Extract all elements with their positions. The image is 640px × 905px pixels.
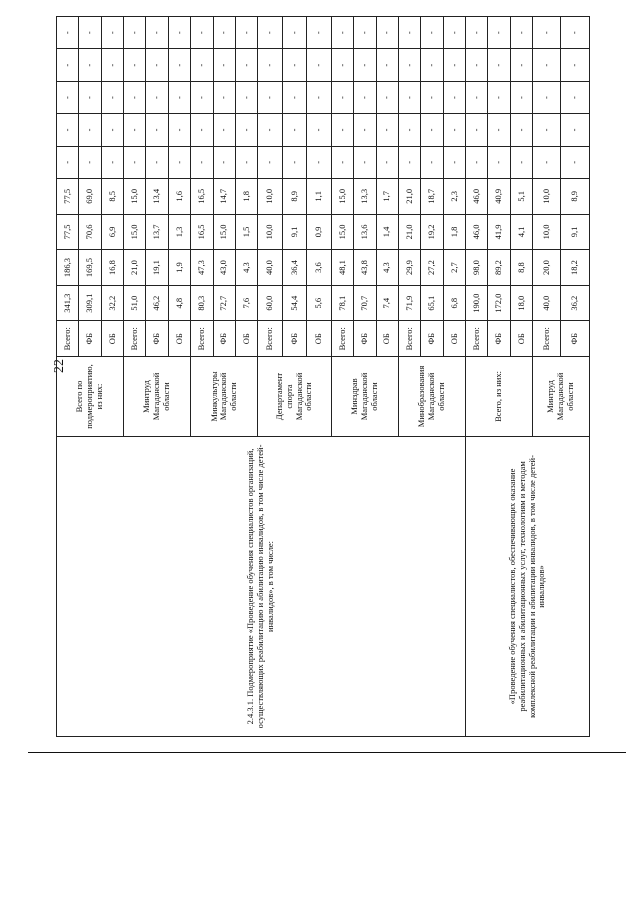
dash-cell: - <box>533 17 561 50</box>
dash-cell: - <box>443 81 465 113</box>
value-cell: 36,4 <box>282 250 307 286</box>
dash-cell: - <box>213 81 235 113</box>
funding-type-cell: ФБ <box>282 321 307 357</box>
dash-cell: - <box>57 17 79 50</box>
value-cell: 19,1 <box>146 250 168 286</box>
value-cell: 1,8 <box>235 179 257 215</box>
dash-cell: - <box>146 49 168 81</box>
value-cell: 27,2 <box>421 250 443 286</box>
value-cell: 186,3 <box>57 250 79 286</box>
value-cell: 72,7 <box>213 285 235 321</box>
value-cell: 77,5 <box>57 179 79 215</box>
dash-cell: - <box>191 49 213 81</box>
funding-type-cell: Всего: <box>398 321 420 357</box>
financing-table <box>56 16 590 737</box>
funding-type-cell: Всего: <box>191 321 213 357</box>
dash-cell: - <box>79 49 101 81</box>
value-cell: 8,8 <box>510 250 532 286</box>
dash-cell: - <box>101 146 123 178</box>
dash-cell: - <box>354 17 376 50</box>
dash-cell: - <box>79 146 101 178</box>
dash-cell: - <box>354 146 376 178</box>
funding-type-cell: Всего: <box>533 321 561 357</box>
dash-cell: - <box>146 17 168 50</box>
executor-cell: Минздрав Магаданской области <box>331 357 398 437</box>
dash-cell: - <box>354 81 376 113</box>
dash-cell: - <box>282 114 307 146</box>
value-cell: 8,9 <box>282 179 307 215</box>
value-cell: 89,2 <box>488 250 510 286</box>
value-cell: 8,9 <box>561 179 590 215</box>
funding-type-cell: ФБ <box>146 321 168 357</box>
dash-cell: - <box>354 114 376 146</box>
value-cell: 40,9 <box>488 179 510 215</box>
value-cell: 1,8 <box>443 214 465 250</box>
bottom-rule <box>28 752 626 753</box>
value-cell: 20,0 <box>533 250 561 286</box>
value-cell: 15,0 <box>213 214 235 250</box>
executor-cell: Минтруд Магаданской области <box>124 357 191 437</box>
value-cell: 77,5 <box>57 214 79 250</box>
value-cell: 3,6 <box>307 250 332 286</box>
funding-type-cell: ОБ <box>168 321 190 357</box>
dash-cell: - <box>331 81 353 113</box>
dash-cell: - <box>398 114 420 146</box>
value-cell: 15,0 <box>124 179 146 215</box>
funding-type-cell: ФБ <box>213 321 235 357</box>
dash-cell: - <box>533 81 561 113</box>
value-cell: 7,4 <box>376 285 398 321</box>
value-cell: 1,7 <box>376 179 398 215</box>
funding-type-cell: ОБ <box>376 321 398 357</box>
value-cell: 71,9 <box>398 285 420 321</box>
value-cell: 40,0 <box>533 285 561 321</box>
value-cell: 21,0 <box>398 214 420 250</box>
dash-cell: - <box>168 81 190 113</box>
value-cell: 60,0 <box>258 285 283 321</box>
funding-type-cell: Всего: <box>466 321 488 357</box>
executor-cell: Всего, из них: <box>466 357 533 437</box>
value-cell: 80,3 <box>191 285 213 321</box>
dash-cell: - <box>466 49 488 81</box>
dash-cell: - <box>258 49 283 81</box>
value-cell: 15,0 <box>124 214 146 250</box>
dash-cell: - <box>398 81 420 113</box>
value-cell: 1,5 <box>235 214 257 250</box>
funding-type-cell: ОБ <box>510 321 532 357</box>
dash-cell: - <box>331 146 353 178</box>
value-cell: 70,6 <box>79 214 101 250</box>
value-cell: 341,3 <box>57 285 79 321</box>
dash-cell: - <box>510 146 532 178</box>
dash-cell: - <box>282 146 307 178</box>
value-cell: 1,4 <box>376 214 398 250</box>
dash-cell: - <box>466 17 488 50</box>
dash-cell: - <box>443 49 465 81</box>
table-row <box>57 17 79 737</box>
value-cell: 4,3 <box>376 250 398 286</box>
funding-type-cell: ФБ <box>421 321 443 357</box>
dash-cell: - <box>124 146 146 178</box>
value-cell: 47,3 <box>191 250 213 286</box>
value-cell: 16,5 <box>191 214 213 250</box>
dash-cell: - <box>79 17 101 50</box>
value-cell: 21,0 <box>124 250 146 286</box>
dash-cell: - <box>510 81 532 113</box>
funding-type-cell: ОБ <box>235 321 257 357</box>
value-cell: 9,1 <box>282 214 307 250</box>
value-cell: 14,7 <box>213 179 235 215</box>
table-row <box>466 17 488 737</box>
funding-type-cell: ФБ <box>79 321 101 357</box>
value-cell: 29,9 <box>398 250 420 286</box>
funding-type-cell: ФБ <box>561 321 590 357</box>
value-cell: 21,0 <box>398 179 420 215</box>
dash-cell: - <box>168 17 190 50</box>
value-cell: 16,5 <box>191 179 213 215</box>
value-cell: 13,4 <box>146 179 168 215</box>
measure-cell: 2.4.3.1. Подмероприятие «Проведение обучения специалистов организаций, осуществляющих реабилитацию и абилитацию инвалидов, в том числе детей-инвалидов», в том числе: <box>57 436 466 736</box>
value-cell: 5,1 <box>510 179 532 215</box>
value-cell: 43,0 <box>213 250 235 286</box>
dash-cell: - <box>258 81 283 113</box>
dash-cell: - <box>79 114 101 146</box>
executor-cell: Департамент спорта Магаданской области <box>258 357 332 437</box>
value-cell: 18,2 <box>561 250 590 286</box>
value-cell: 1,1 <box>307 179 332 215</box>
dash-cell: - <box>258 146 283 178</box>
dash-cell: - <box>443 17 465 50</box>
value-cell: 10,0 <box>258 179 283 215</box>
dash-cell: - <box>488 114 510 146</box>
dash-cell: - <box>258 17 283 50</box>
dash-cell: - <box>79 81 101 113</box>
value-cell: 18,0 <box>510 285 532 321</box>
executor-cell: Минкультуры Магаданской области <box>191 357 258 437</box>
value-cell: 10,0 <box>258 214 283 250</box>
funding-type-cell: Всего: <box>331 321 353 357</box>
dash-cell: - <box>488 146 510 178</box>
dash-cell: - <box>124 49 146 81</box>
value-cell: 32,2 <box>101 285 123 321</box>
value-cell: 46,2 <box>146 285 168 321</box>
dash-cell: - <box>421 81 443 113</box>
dash-cell: - <box>191 17 213 50</box>
dash-cell: - <box>561 17 590 50</box>
dash-cell: - <box>191 114 213 146</box>
value-cell: 10,0 <box>533 214 561 250</box>
funding-type-cell: ОБ <box>101 321 123 357</box>
value-cell: 309,1 <box>79 285 101 321</box>
value-cell: 19,2 <box>421 214 443 250</box>
dash-cell: - <box>57 49 79 81</box>
value-cell: 70,7 <box>354 285 376 321</box>
dash-cell: - <box>398 146 420 178</box>
value-cell: 6,8 <box>443 285 465 321</box>
dash-cell: - <box>235 49 257 81</box>
executor-cell: Минтруд Магаданской области <box>533 357 590 437</box>
dash-cell: - <box>191 81 213 113</box>
value-cell: 13,6 <box>354 214 376 250</box>
dash-cell: - <box>376 17 398 50</box>
dash-cell: - <box>421 49 443 81</box>
dash-cell: - <box>421 114 443 146</box>
value-cell: 54,4 <box>282 285 307 321</box>
rotated-table-container <box>56 16 590 737</box>
dash-cell: - <box>101 81 123 113</box>
dash-cell: - <box>510 17 532 50</box>
dash-cell: - <box>561 49 590 81</box>
value-cell: 15,0 <box>331 214 353 250</box>
value-cell: 2,7 <box>443 250 465 286</box>
dash-cell: - <box>235 146 257 178</box>
dash-cell: - <box>331 17 353 50</box>
dash-cell: - <box>307 81 332 113</box>
dash-cell: - <box>376 114 398 146</box>
value-cell: 36,2 <box>561 285 590 321</box>
value-cell: 1,9 <box>168 250 190 286</box>
dash-cell: - <box>533 146 561 178</box>
dash-cell: - <box>101 49 123 81</box>
value-cell: 0,9 <box>307 214 332 250</box>
dash-cell: - <box>168 49 190 81</box>
dash-cell: - <box>443 146 465 178</box>
value-cell: 2,3 <box>443 179 465 215</box>
value-cell: 13,7 <box>146 214 168 250</box>
dash-cell: - <box>168 114 190 146</box>
dash-cell: - <box>213 17 235 50</box>
funding-type-cell: ФБ <box>354 321 376 357</box>
dash-cell: - <box>191 146 213 178</box>
dash-cell: - <box>282 17 307 50</box>
value-cell: 98,0 <box>466 250 488 286</box>
dash-cell: - <box>466 81 488 113</box>
dash-cell: - <box>146 81 168 113</box>
dash-cell: - <box>101 114 123 146</box>
value-cell: 4,8 <box>168 285 190 321</box>
dash-cell: - <box>282 81 307 113</box>
value-cell: 7,6 <box>235 285 257 321</box>
funding-type-cell: Всего: <box>258 321 283 357</box>
dash-cell: - <box>398 17 420 50</box>
dash-cell: - <box>488 49 510 81</box>
value-cell: 48,1 <box>331 250 353 286</box>
dash-cell: - <box>533 114 561 146</box>
dash-cell: - <box>561 146 590 178</box>
value-cell: 78,1 <box>331 285 353 321</box>
value-cell: 5,6 <box>307 285 332 321</box>
dash-cell: - <box>510 49 532 81</box>
dash-cell: - <box>168 146 190 178</box>
funding-type-cell: ФБ <box>488 321 510 357</box>
funding-type-cell: ОБ <box>443 321 465 357</box>
dash-cell: - <box>510 114 532 146</box>
dash-cell: - <box>307 17 332 50</box>
dash-cell: - <box>561 114 590 146</box>
dash-cell: - <box>213 49 235 81</box>
executor-cell: Всего по подмероприятию, из них: <box>57 357 124 437</box>
value-cell: 10,0 <box>533 179 561 215</box>
dash-cell: - <box>146 114 168 146</box>
dash-cell: - <box>331 49 353 81</box>
dash-cell: - <box>354 49 376 81</box>
dash-cell: - <box>57 114 79 146</box>
value-cell: 18,7 <box>421 179 443 215</box>
dash-cell: - <box>398 49 420 81</box>
value-cell: 172,0 <box>488 285 510 321</box>
dash-cell: - <box>124 114 146 146</box>
dash-cell: - <box>376 49 398 81</box>
dash-cell: - <box>124 17 146 50</box>
value-cell: 46,0 <box>466 179 488 215</box>
value-cell: 1,6 <box>168 179 190 215</box>
value-cell: 51,0 <box>124 285 146 321</box>
dash-cell: - <box>124 81 146 113</box>
value-cell: 16,8 <box>101 250 123 286</box>
value-cell: 46,0 <box>466 214 488 250</box>
dash-cell: - <box>213 146 235 178</box>
value-cell: 8,5 <box>101 179 123 215</box>
dash-cell: - <box>282 49 307 81</box>
dash-cell: - <box>421 17 443 50</box>
dash-cell: - <box>258 114 283 146</box>
value-cell: 69,0 <box>79 179 101 215</box>
dash-cell: - <box>213 114 235 146</box>
dash-cell: - <box>561 81 590 113</box>
dash-cell: - <box>57 146 79 178</box>
dash-cell: - <box>235 81 257 113</box>
value-cell: 6,9 <box>101 214 123 250</box>
dash-cell: - <box>488 81 510 113</box>
funding-type-cell: Всего: <box>124 321 146 357</box>
dash-cell: - <box>235 17 257 50</box>
funding-type-cell: ОБ <box>307 321 332 357</box>
value-cell: 13,3 <box>354 179 376 215</box>
value-cell: 43,8 <box>354 250 376 286</box>
dash-cell: - <box>466 146 488 178</box>
dash-cell: - <box>443 114 465 146</box>
dash-cell: - <box>488 17 510 50</box>
dash-cell: - <box>466 114 488 146</box>
measure-cell: «Проведение обучения специалистов, обеспечивающих оказание реабилитационных и абилитационных услуг, технологиям и методам комплексной реабилитации и абилитации инвалидов, в том числе детей-инвалидов» <box>466 436 590 736</box>
value-cell: 4,3 <box>235 250 257 286</box>
dash-cell: - <box>57 81 79 113</box>
dash-cell: - <box>421 146 443 178</box>
value-cell: 40,0 <box>258 250 283 286</box>
dash-cell: - <box>307 146 332 178</box>
dash-cell: - <box>376 81 398 113</box>
value-cell: 190,0 <box>466 285 488 321</box>
dash-cell: - <box>146 146 168 178</box>
value-cell: 15,0 <box>331 179 353 215</box>
value-cell: 65,1 <box>421 285 443 321</box>
value-cell: 9,1 <box>561 214 590 250</box>
dash-cell: - <box>307 49 332 81</box>
executor-cell: Минобразования Магаданской области <box>398 357 465 437</box>
value-cell: 41,9 <box>488 214 510 250</box>
dash-cell: - <box>533 49 561 81</box>
page-number: 22 <box>52 359 67 373</box>
dash-cell: - <box>101 17 123 50</box>
funding-type-cell: Всего: <box>57 321 79 357</box>
value-cell: 4,1 <box>510 214 532 250</box>
dash-cell: - <box>307 114 332 146</box>
dash-cell: - <box>376 146 398 178</box>
dash-cell: - <box>235 114 257 146</box>
dash-cell: - <box>331 114 353 146</box>
rotated-table <box>56 16 590 737</box>
value-cell: 169,5 <box>79 250 101 286</box>
value-cell: 1,3 <box>168 214 190 250</box>
